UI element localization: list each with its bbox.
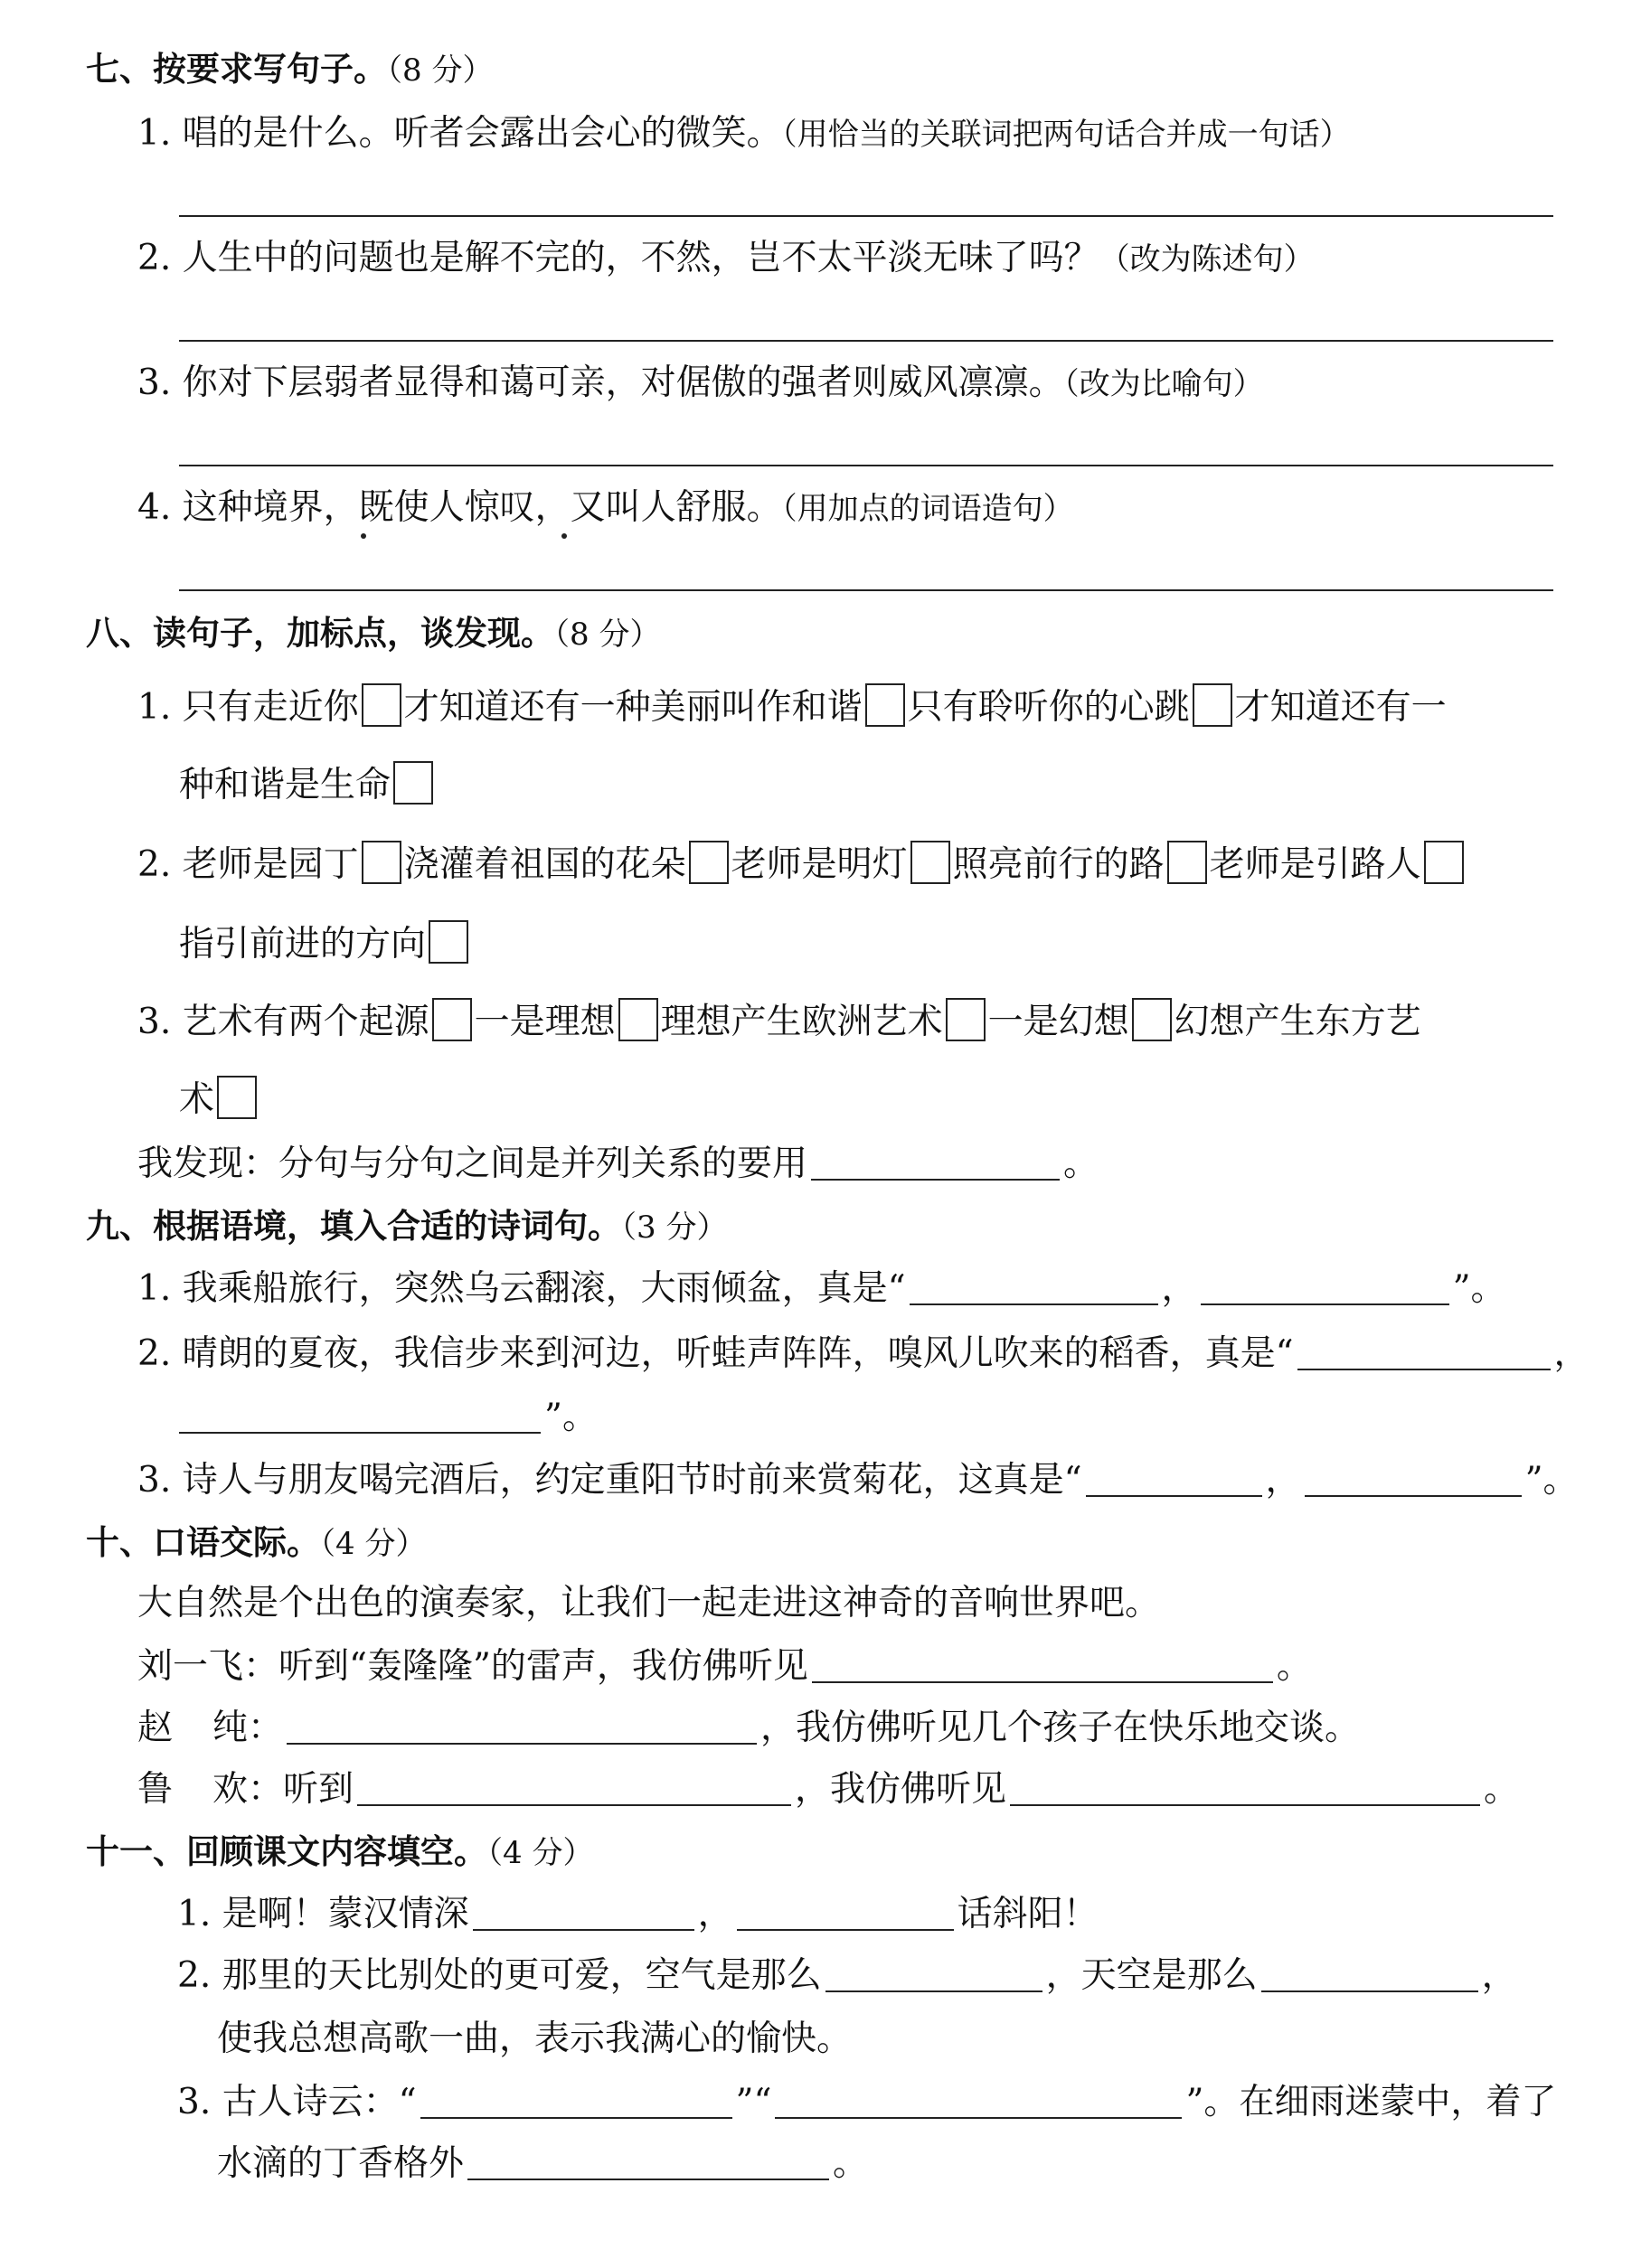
- q8-2-part-e: 老师是引路人: [1209, 844, 1421, 885]
- q7-2: [137, 240, 1315, 276]
- close-quote: ”。: [1452, 1268, 1506, 1309]
- q11-3-blank-b[interactable]: [775, 2090, 1182, 2119]
- section-10-title: 十、口语交际。: [86, 1523, 320, 1562]
- q10-line2-text: ，我仿佛听见几个孩子在快乐地交谈。: [760, 1708, 1361, 1748]
- punct-box[interactable]: [393, 761, 433, 805]
- answer-line-7-1[interactable]: [179, 215, 1553, 217]
- finding-blank[interactable]: [811, 1152, 1060, 1181]
- q7-1: [137, 113, 1351, 154]
- answer-line-7-2[interactable]: [179, 340, 1553, 342]
- punct-box[interactable]: [217, 1076, 257, 1119]
- comma: ，: [1481, 1955, 1517, 1996]
- q10-line3: [137, 1769, 1520, 1810]
- q10-blank-3[interactable]: [357, 1777, 791, 1806]
- q9-2-blank-b[interactable]: [179, 1405, 541, 1434]
- section-9-score: （3 分）: [621, 1209, 728, 1246]
- q9-1-blank-a[interactable]: [910, 1276, 1158, 1305]
- q11-2-line1: [177, 1955, 1517, 1996]
- section-9-heading: [86, 1207, 728, 1246]
- q10-blank-4[interactable]: [1010, 1777, 1480, 1806]
- q11-3-line1: [177, 2084, 1556, 2120]
- q11-3-quotes: ”“: [735, 2082, 772, 2122]
- q8-1-line1: [137, 683, 1447, 727]
- q7-3-note: （改为比喻句）: [1063, 366, 1264, 402]
- q11-1-blank-b[interactable]: [737, 1902, 954, 1931]
- speaker-zhao-surname: 赵: [137, 1708, 174, 1748]
- comma: ，: [1265, 1460, 1301, 1501]
- comma: ，: [1553, 1333, 1590, 1374]
- q9-3-blank-a[interactable]: [1086, 1468, 1262, 1497]
- q8-2-part-f: 指引前进的方向: [179, 924, 427, 965]
- q11-1: [177, 1896, 1099, 1932]
- punct-box[interactable]: [429, 920, 468, 964]
- q11-1-tail: 话斜阳！: [957, 1894, 1099, 1934]
- period: 。: [833, 2143, 869, 2184]
- finding-text: 我发现：分句与分句之间是并列关系的要用: [137, 1143, 808, 1184]
- q8-3-part-f: 术: [179, 1079, 215, 1120]
- q7-4: [137, 487, 1074, 528]
- section-7-title: 七、按要求写句子。: [86, 50, 387, 89]
- punct-box[interactable]: [689, 841, 729, 884]
- q8-2-part-b: 浇灌着祖国的花朵: [403, 844, 686, 885]
- q11-3-tail: ”。在细雨迷蒙中，着了: [1185, 2082, 1557, 2122]
- q9-1-text: 1. 我乘船旅行，突然乌云翻滚，大雨倾盆，真是“: [137, 1268, 906, 1309]
- q8-3-part-c: 理想产生欧洲艺术: [660, 1002, 943, 1042]
- answer-line-7-4[interactable]: [179, 589, 1553, 591]
- q7-4-note: （用加点的词语造句）: [781, 491, 1074, 527]
- q7-1-note: （用恰当的关联词把两句话合并成一句话）: [781, 117, 1351, 153]
- comma: ，: [697, 1894, 733, 1934]
- q11-3-text: 3. 古人诗云：“: [177, 2082, 417, 2122]
- punct-box[interactable]: [865, 683, 905, 727]
- punct-box[interactable]: [362, 841, 401, 884]
- q10-blank-2[interactable]: [287, 1716, 757, 1745]
- section-11-heading: [86, 1832, 594, 1871]
- section-10-score: （4 分）: [320, 1526, 427, 1562]
- answer-line-7-3[interactable]: [179, 465, 1553, 466]
- period: 。: [1484, 1769, 1520, 1810]
- punct-box[interactable]: [1132, 998, 1172, 1041]
- q8-3-part-d: 一是幻想: [987, 1002, 1129, 1042]
- period: 。: [1063, 1143, 1099, 1184]
- punct-box[interactable]: [910, 841, 950, 884]
- q8-3-part-e: 幻想产生东方艺: [1174, 1002, 1421, 1042]
- q8-finding: [137, 1143, 1099, 1184]
- q10-line1: [137, 1646, 1312, 1687]
- q8-1-part-c: 只有聆听你的心跳: [907, 687, 1190, 728]
- punct-box[interactable]: [432, 998, 472, 1041]
- q8-1-part-d: 才知道还有一: [1234, 687, 1447, 728]
- q11-3-blank-a[interactable]: [420, 2090, 732, 2119]
- q9-1: [137, 1268, 1506, 1309]
- q8-2-part-c: 老师是明灯: [731, 844, 908, 885]
- section-8-title: 八、读句子，加标点，谈发现。: [86, 614, 554, 653]
- q9-2-text: 2. 晴朗的夏夜，我信步来到河边，听蛙声阵阵，嗅风儿吹来的稻香，真是“: [137, 1333, 1294, 1374]
- q10-line1-text: 刘一飞：听到“轰隆隆”的雷声，我仿佛听见: [137, 1646, 808, 1687]
- q9-2-line1: [137, 1333, 1590, 1374]
- q8-3-line1: [137, 998, 1421, 1041]
- q8-3-line2: [179, 1076, 259, 1119]
- section-8-heading: [86, 614, 661, 653]
- comma: ，: [1161, 1268, 1197, 1309]
- emphasis-dot-you: [561, 533, 567, 539]
- q11-2-blank-a[interactable]: [825, 1963, 1042, 1992]
- q7-1-text: 1. 唱的是什么。听者会露出会心的微笑。: [137, 113, 782, 154]
- q7-2-text: 2. 人生中的问题也是解不完的，不然，岂不太平淡无味了吗？: [137, 238, 1099, 278]
- punct-box[interactable]: [1167, 841, 1207, 884]
- q9-3-text: 3. 诗人与朋友喝完酒后，约定重阳节时前来赏菊花，这真是“: [137, 1460, 1082, 1501]
- punct-box[interactable]: [618, 998, 658, 1041]
- q7-3: [137, 362, 1264, 403]
- q11-3-blank-c[interactable]: [467, 2151, 829, 2180]
- q8-1-part-a: 1. 只有走近你: [137, 687, 359, 728]
- q11-3-line2: [217, 2143, 869, 2184]
- q8-3-part-a: 3. 艺术有两个起源: [137, 1002, 429, 1042]
- q7-2-note: （改为陈述句）: [1099, 241, 1315, 278]
- section-9-title: 九、根据语境，填入合适的诗词句。: [86, 1207, 621, 1246]
- q8-1-part-e: 种和谐是生命: [179, 765, 391, 805]
- q7-4-text: 4. 这种境界，既使人惊叹，又叫人舒服。: [137, 487, 782, 528]
- q9-3: [137, 1460, 1579, 1501]
- q10-line2: [137, 1710, 1360, 1746]
- q11-2-blank-b[interactable]: [1261, 1963, 1478, 1992]
- section-11-title: 十一、回顾课文内容填空。: [86, 1832, 487, 1871]
- q10-intro: 大自然是个出色的演奏家，让我们一起走进这神奇的音响世界吧。: [137, 1583, 1161, 1623]
- punct-box[interactable]: [1193, 683, 1232, 727]
- section-8-score: （8 分）: [554, 616, 661, 653]
- punct-box[interactable]: [362, 683, 401, 727]
- section-11-score: （4 分）: [487, 1835, 594, 1871]
- period: 。: [1276, 1646, 1312, 1687]
- emphasis-dot-ji: [361, 533, 366, 539]
- q10-blank-1[interactable]: [812, 1654, 1273, 1683]
- q8-3-part-b: 一是理想: [474, 1002, 616, 1042]
- q11-2-mid: ，天空是那么: [1045, 1955, 1258, 1996]
- q8-2-part-d: 照亮前行的路: [952, 844, 1165, 885]
- q8-2-line2: [179, 920, 471, 964]
- section-10-heading: [86, 1523, 427, 1562]
- section-7-heading: [86, 50, 494, 89]
- q8-2-line1: [137, 841, 1467, 884]
- speaker-lu-given: 欢：听到: [212, 1769, 354, 1810]
- q7-3-text: 3. 你对下层弱者显得和蔼可亲，对倨傲的强者则威风凛凛。: [137, 362, 1064, 403]
- q9-3-blank-b[interactable]: [1305, 1468, 1522, 1497]
- section-7-score: （8 分）: [387, 52, 494, 89]
- q11-1-blank-a[interactable]: [473, 1902, 694, 1931]
- q8-2-part-a: 2. 老师是园丁: [137, 844, 359, 885]
- q8-1-part-b: 才知道还有一种美丽叫作和谐: [403, 687, 863, 728]
- q11-3-line2-text: 水滴的丁香格外: [217, 2143, 465, 2184]
- close-quote: ”。: [544, 1397, 598, 1437]
- q11-2-line2: 使我总想高歌一曲，表示我满心的愉快。: [217, 2019, 853, 2059]
- q11-2-text: 2. 那里的天比别处的更可爱，空气是那么: [177, 1955, 822, 1996]
- punct-box[interactable]: [946, 998, 986, 1041]
- q10-line3-text: ，我仿佛听见: [795, 1769, 1007, 1810]
- speaker-zhao-given: 纯：: [212, 1708, 284, 1748]
- close-quote: ”。: [1524, 1460, 1579, 1501]
- speaker-lu-surname: 鲁: [137, 1769, 174, 1810]
- q9-2-blank-a[interactable]: [1297, 1341, 1551, 1370]
- punct-box[interactable]: [1424, 841, 1464, 884]
- q9-2-line2: [179, 1399, 598, 1435]
- q8-1-line2: [179, 761, 436, 805]
- q9-1-blank-b[interactable]: [1201, 1276, 1449, 1305]
- q11-1-text: 1. 是啊！蒙汉情深: [177, 1894, 469, 1934]
